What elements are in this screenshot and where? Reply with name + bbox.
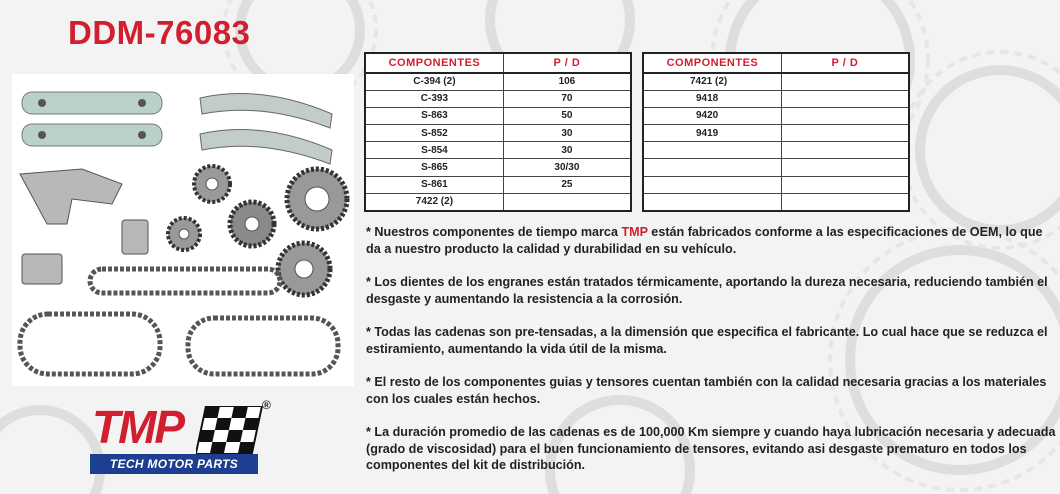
logo-brand-text: TMP [92,401,184,453]
component-code: 7422 (2) [365,193,503,210]
product-notes [366,224,1056,491]
table-row [643,90,909,107]
table-row [643,142,909,159]
table-row [365,73,631,90]
component-pd [781,159,909,176]
component-pd [781,142,909,159]
component-code: S-852 [365,125,503,142]
component-pd: 30/30 [503,159,631,176]
component-pd [781,90,909,107]
logo-tagline: TECH MOTOR PARTS [90,454,258,474]
checkered-flag-icon [196,406,266,456]
table-row [365,107,631,124]
component-code: S-854 [365,142,503,159]
component-code: C-394 (2) [365,73,503,90]
note-oem-post: están fabricados conforme a las especificaciones de OEM, lo que da a nuestro producto la calidad y durabilidad en su vehículo. [366,225,1043,256]
component-code [643,159,781,176]
curved-guide-icon [200,94,332,164]
component-code [643,176,781,193]
registered-mark: ® [262,398,271,412]
component-pd [781,176,909,193]
timing-kit-photo [12,74,354,386]
col-header-components: COMPONENTES [365,53,503,73]
note-oem-pre: * Nuestros componentes de tiempo marca [366,225,622,239]
component-code: 9418 [643,90,781,107]
table-row [365,176,631,193]
component-code: S-865 [365,159,503,176]
component-code: 9420 [643,107,781,124]
component-pd: 50 [503,107,631,124]
note-gear-teeth: * Los dientes de los engranes están tratados térmicamente, aportando la dureza necesaria, reduciendo también el desgaste y aumentando la resistencia a la corrosión. [366,275,1048,306]
component-pd: 106 [503,73,631,90]
table-row [643,125,909,142]
table-row [643,107,909,124]
note-guides-tensioners: * El resto de los componentes guias y tensores cuentan también con la calidad necesaria gracias a los materiales con los cuales están hechos. [366,375,1047,406]
component-pd: 70 [503,90,631,107]
component-pd [781,107,909,124]
table-row [365,90,631,107]
note-oem [366,224,1056,257]
components-table-left [364,52,632,212]
component-code [643,142,781,159]
components-table-right [642,52,910,212]
component-pd [503,193,631,210]
sprocket-icon [168,166,347,295]
product-code-title: DDM-76083 [68,14,251,51]
note-chain-lifetime: * La duración promedio de las cadenas es de 100,000 Km siempre y cuando haya lubricación necesaria y adecuada (grado de viscosidad) para el buen funcionamiento de tensores, evitando asi desgaste prematuro en todos los componentes del kit de distribución. [366,425,1056,472]
chain-guide-icon [22,92,162,146]
table-row [643,193,909,210]
col-header-pd: P / D [781,53,909,73]
component-code: C-393 [365,90,503,107]
table-row [365,159,631,176]
component-pd [781,193,909,210]
tmp-logo [90,400,280,478]
table-row [365,125,631,142]
table-row [643,159,909,176]
component-pd: 25 [503,176,631,193]
table-row [365,142,631,159]
component-pd: 30 [503,142,631,159]
component-pd [781,73,909,90]
component-pd [781,125,909,142]
component-code: S-863 [365,107,503,124]
table-row [643,73,909,90]
component-code: 7421 (2) [643,73,781,90]
note-chains: * Todas las cadenas son pre-tensadas, a la dimensión que especifica el fabricante. Lo cual hace que se reduzca el estiramiento, aumentando la vida útil de la misma. [366,325,1048,356]
note-oem-brand: TMP [621,225,648,239]
table-row [365,193,631,210]
component-pd: 30 [503,125,631,142]
table-row [643,176,909,193]
component-code: 9419 [643,125,781,142]
component-code [643,193,781,210]
component-code: S-861 [365,176,503,193]
col-header-pd: P / D [503,53,631,73]
col-header-components: COMPONENTES [643,53,781,73]
